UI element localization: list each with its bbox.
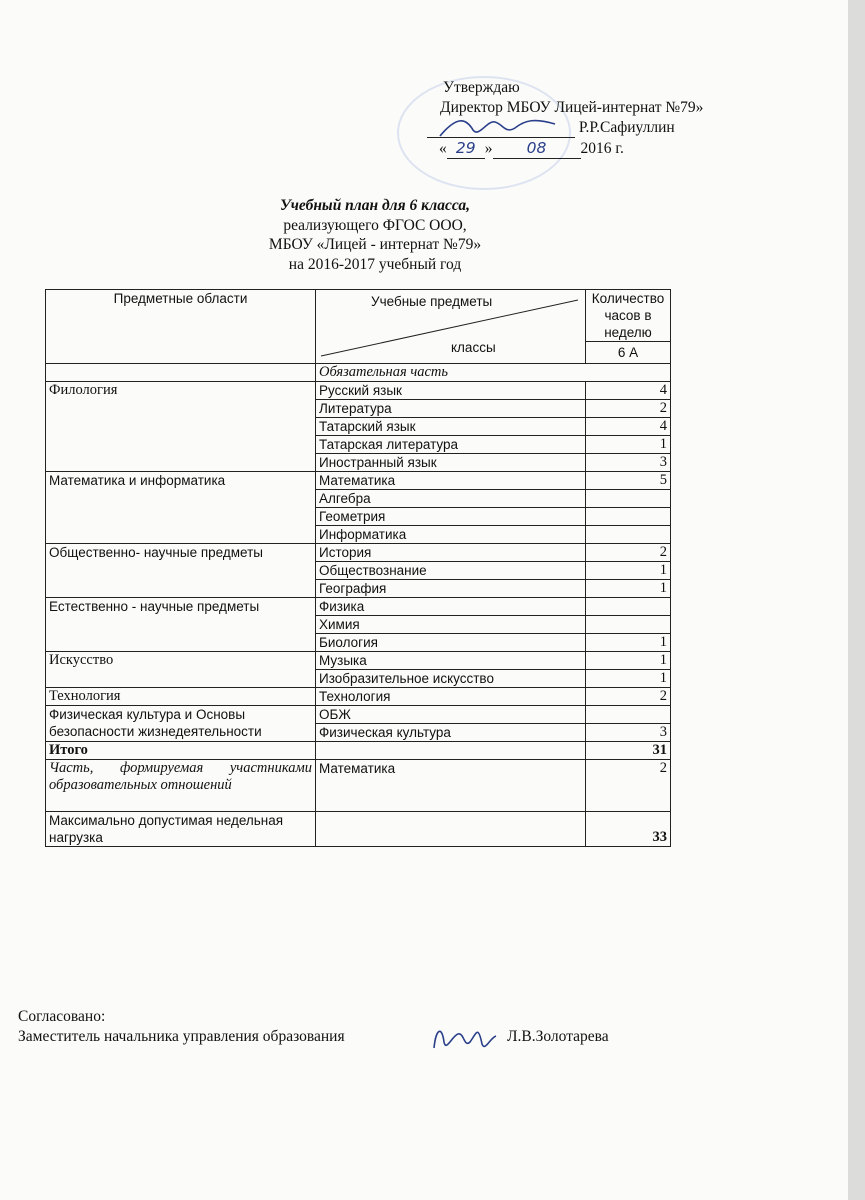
table-row — [46, 472, 671, 490]
header-subjects: Учебные предметы — [371, 294, 493, 309]
total-hours: 31 — [586, 742, 671, 760]
approver-signature — [428, 1018, 500, 1058]
subject-name: Иностранный язык — [316, 454, 586, 472]
approval-line2: Директор МБОУ Лицей-интернат №79» — [440, 99, 704, 116]
subject-name: Обществознание — [316, 562, 586, 580]
subject-hours: 5 — [586, 472, 671, 490]
formed-part-hours: 2 — [586, 760, 671, 812]
curriculum-table — [45, 289, 671, 847]
subject-area: Филология — [46, 382, 316, 472]
date-month: 08 — [493, 138, 581, 159]
header-areas: Предметные области — [46, 290, 316, 364]
subject-hours: 2 — [586, 544, 671, 562]
subject-area: Общественно- научные предметы — [46, 544, 316, 598]
max-load-label: Максимально допустимая недельная нагрузка — [46, 812, 316, 847]
subject-name: Геометрия — [316, 508, 586, 526]
document-title — [0, 196, 750, 274]
subject-hours: 1 — [586, 670, 671, 688]
title-line3: МБОУ «Лицей - интернат №79» — [268, 236, 482, 253]
subject-name: Биология — [316, 634, 586, 652]
scan-edge — [848, 0, 865, 1200]
subject-area: Технология — [46, 688, 316, 706]
subject-name: Литература — [316, 400, 586, 418]
subject-name: Технология — [316, 688, 586, 706]
header-classes: классы — [451, 340, 496, 355]
header-hours: Количество часов в неделю — [586, 290, 671, 342]
subject-hours: 2 — [586, 400, 671, 418]
subject-name: Татарская литература — [316, 436, 586, 454]
subject-name: География — [316, 580, 586, 598]
subject-hours: 1 — [586, 580, 671, 598]
title-line1: Учебный план для 6 класса, — [280, 197, 470, 214]
subject-name: Информатика — [316, 526, 586, 544]
max-load-row — [46, 812, 671, 847]
date-open: « — [439, 140, 447, 157]
formed-part-subject: Математика — [316, 760, 586, 812]
subject-hours — [586, 598, 671, 616]
table-row — [46, 544, 671, 562]
date-year: 2016 г. — [580, 140, 624, 157]
empty-cell — [46, 364, 316, 382]
table-row — [46, 688, 671, 706]
header-subjects-cell — [316, 290, 586, 364]
subject-name: Музыка — [316, 652, 586, 670]
approval-line1: Утверждаю — [443, 79, 520, 96]
empty-cell — [316, 742, 586, 760]
table-row — [46, 652, 671, 670]
agreed-label: Согласовано: — [18, 1008, 106, 1025]
empty-cell — [316, 812, 586, 847]
subject-hours: 1 — [586, 652, 671, 670]
director-signature — [435, 108, 565, 148]
subject-name: Физическая культура — [316, 724, 586, 742]
subject-hours: 4 — [586, 382, 671, 400]
subject-hours — [586, 490, 671, 508]
header-class-name: 6 А — [586, 342, 671, 364]
subject-name: Алгебра — [316, 490, 586, 508]
subject-area: Математика и информатика — [46, 472, 316, 544]
subject-hours: 3 — [586, 454, 671, 472]
subject-hours: 3 — [586, 724, 671, 742]
subject-hours: 1 — [586, 634, 671, 652]
subject-hours — [586, 706, 671, 724]
table-row — [46, 382, 671, 400]
subject-area: Физическая культура и Основы безопасности жизнедеятельности — [46, 706, 316, 742]
subject-name: Татарский язык — [316, 418, 586, 436]
subject-area: Искусство — [46, 652, 316, 688]
director-name: Р.Р.Сафиуллин — [578, 119, 675, 136]
subject-hours: 1 — [586, 562, 671, 580]
approver-name: Л.В.Золотарева — [507, 1028, 609, 1045]
subject-name: Химия — [316, 616, 586, 634]
title-line4: на 2016-2017 учебный год — [288, 255, 462, 273]
title-line2: реализующего ФГОС ООО, — [283, 216, 467, 234]
max-load-hours: 33 — [586, 812, 671, 847]
subject-area: Естественно - научные предметы — [46, 598, 316, 652]
subject-hours — [586, 616, 671, 634]
subject-hours: 1 — [586, 436, 671, 454]
subject-name: История — [316, 544, 586, 562]
table-row — [46, 598, 671, 616]
date-mid: » — [484, 140, 493, 157]
subject-hours — [586, 526, 671, 544]
subject-name: Математика — [316, 472, 586, 490]
subject-name: Физика — [316, 598, 586, 616]
formed-part-row — [46, 760, 671, 812]
total-row — [46, 742, 671, 760]
date-day: 29 — [447, 138, 485, 159]
subject-hours: 4 — [586, 418, 671, 436]
formed-part-label: Часть, формируемая участниками образовательных отношений — [46, 760, 316, 812]
subject-hours — [586, 508, 671, 526]
total-label: Итого — [46, 742, 316, 760]
subject-name: ОБЖ — [316, 706, 586, 724]
subject-hours: 2 — [586, 688, 671, 706]
approver-position: Заместитель начальника управления образования — [18, 1028, 345, 1045]
table-row — [46, 706, 671, 724]
subject-name: Русский язык — [316, 382, 586, 400]
subject-name: Изобразительное искусство — [316, 670, 586, 688]
mandatory-part-label: Обязательная часть — [316, 364, 671, 382]
